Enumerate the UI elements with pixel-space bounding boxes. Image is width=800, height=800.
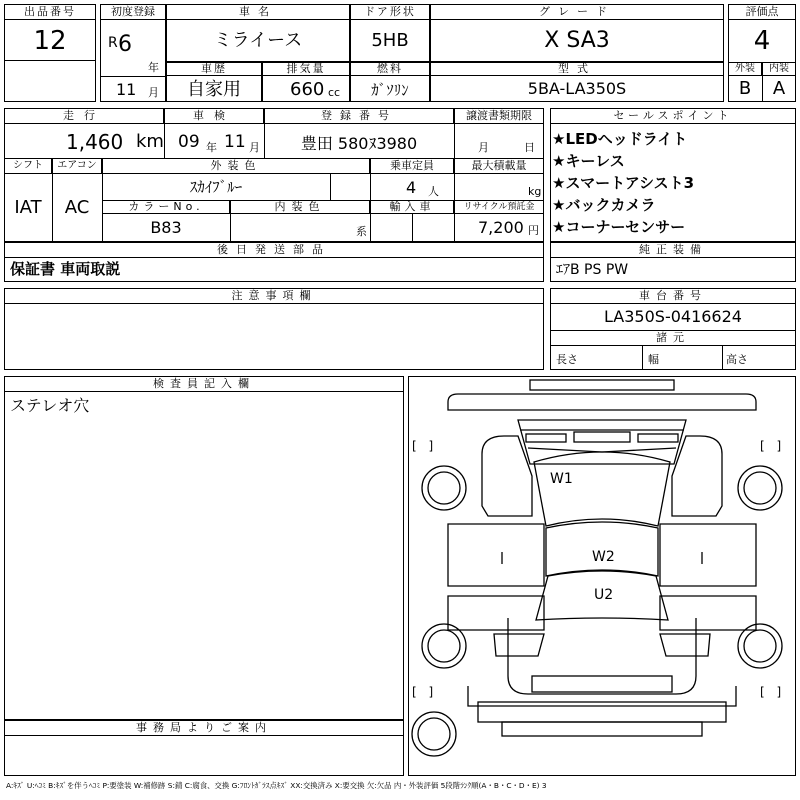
- exterior-color-value: ｽｶｲﾌﾞﾙｰ: [189, 178, 243, 196]
- damage-mark: W2: [592, 549, 615, 565]
- score-interior: A: [772, 78, 786, 99]
- dimensions-length: 長さ: [556, 353, 578, 366]
- fuel-value: ｶﾞｿﾘﾝ: [371, 81, 409, 99]
- transfer-label: 譲渡書類期限: [454, 108, 544, 124]
- door-value: 5HB: [371, 30, 409, 51]
- model-value: 5BA-LA350S: [527, 79, 627, 98]
- sales-point-item: ★キーレス: [552, 152, 625, 170]
- bracket-front-right: [ ]: [760, 439, 782, 453]
- capacity-unit: 人: [428, 185, 439, 198]
- history-value: 自家用: [187, 79, 241, 100]
- sales-point-item: ★LEDヘッドライト: [552, 130, 688, 148]
- office-label: 事務局よりご案内: [4, 720, 404, 736]
- lot-number: 12: [33, 26, 67, 56]
- import-label: 輸入車: [370, 200, 454, 214]
- capacity-label: 乗車定員: [370, 158, 454, 174]
- displacement-unit: cc: [328, 86, 341, 99]
- history-label: 車歴: [166, 62, 262, 76]
- lot-label: 出品番号: [4, 4, 96, 20]
- mileage-value: 1,460: [66, 130, 124, 154]
- later-parts-label: 後日発送部品: [4, 242, 544, 258]
- car-name-value: ミライース: [213, 30, 303, 51]
- grade-label: グレード: [430, 4, 724, 20]
- score-exterior: B: [738, 78, 752, 99]
- max-load-unit: kg: [528, 185, 542, 198]
- score-label: 評価点: [728, 4, 796, 20]
- score-value: 4: [753, 26, 771, 56]
- chassis-value: LA350S-0416624: [604, 307, 742, 326]
- model-label: 型式: [430, 62, 724, 76]
- later-parts-value: 保証書 車両取説: [10, 260, 121, 278]
- car-name-label: 車名: [166, 4, 350, 20]
- damage-mark: U2: [594, 587, 614, 603]
- transfer-month-unit: 月: [478, 141, 489, 154]
- inspector-label: 検査員記入欄: [4, 376, 404, 392]
- fuel-label: 燃料: [350, 62, 430, 76]
- inspector-box: [4, 376, 404, 720]
- shift-value: IAT: [14, 197, 42, 218]
- aircon-value: AC: [64, 197, 90, 218]
- first-reg-year: 6: [118, 32, 132, 57]
- first-reg-month-unit: 月: [148, 86, 159, 99]
- dimensions-label: 諸元: [550, 330, 796, 346]
- grade-value: X SA3: [544, 28, 610, 53]
- recycle-unit: 円: [528, 224, 539, 237]
- notes-label: 注意事項欄: [4, 288, 544, 304]
- inspection-label: 車検: [164, 108, 264, 124]
- displacement-value: 660: [290, 79, 325, 100]
- first-reg-year-unit: 年: [148, 61, 159, 74]
- mileage-unit: km: [136, 131, 164, 152]
- chassis-label: 車台番号: [550, 288, 796, 304]
- first-reg-month: 11: [116, 80, 137, 99]
- sales-points-list: [552, 128, 792, 238]
- capacity-value: 4: [406, 178, 417, 197]
- score-interior-label: 内装: [762, 62, 796, 76]
- registration-label: 登録番号: [264, 108, 454, 124]
- color-no-value: B83: [150, 218, 182, 237]
- inspection-year: 09: [178, 132, 200, 152]
- exterior-color-label: 外装色: [102, 158, 370, 174]
- sales-point-item: ★コーナーセンサー: [552, 218, 686, 236]
- bracket-rear-left: [ ]: [412, 685, 434, 699]
- equipment-value: ｴｱB PS PW: [556, 262, 629, 278]
- sales-point-item: ★スマートアシスト3: [552, 174, 695, 192]
- mileage-label: 走行: [4, 108, 164, 124]
- dimensions-width: 幅: [648, 353, 659, 366]
- sales-point-item: ★バックカメラ: [552, 196, 656, 214]
- info-block: [4, 108, 544, 242]
- car-body-outline: [408, 376, 796, 776]
- damage-mark: W1: [550, 471, 573, 487]
- first-reg-era: R: [108, 35, 118, 51]
- interior-color-label: 内装色: [230, 200, 370, 214]
- inspection-year-unit: 年: [206, 141, 217, 154]
- recycle-label: リサイクル預託金: [454, 200, 544, 214]
- inspector-text: ステレオ穴: [10, 396, 90, 415]
- transfer-day-unit: 日: [524, 141, 535, 154]
- shift-label: シフト: [4, 158, 52, 174]
- displacement-label: 排気量: [262, 62, 350, 76]
- registration-value: 豊田 580ﾇ3980: [300, 134, 418, 153]
- door-label: ドア形状: [350, 4, 430, 20]
- interior-color-unit: 系: [356, 225, 367, 238]
- bracket-rear-right: [ ]: [760, 685, 782, 699]
- color-no-label: カラーNo.: [102, 200, 230, 214]
- inspection-month: 11: [224, 132, 246, 152]
- aircon-label: エアコン: [52, 158, 102, 174]
- equipment-label: 純正装備: [550, 242, 796, 258]
- score-exterior-label: 外装: [728, 62, 762, 76]
- max-load-label: 最大積載量: [454, 158, 544, 174]
- recycle-value: 7,200: [478, 218, 524, 237]
- first-reg-label: 初度登録: [100, 4, 166, 20]
- dimensions-height: 高さ: [726, 353, 748, 366]
- sales-points-label: セールスポイント: [550, 108, 796, 124]
- bracket-front-left: [ ]: [412, 439, 434, 453]
- inspection-month-unit: 月: [249, 141, 260, 154]
- legend-text: A:ｷｽﾞ U:ﾍｺﾐ B:ｷｽﾞを伴うﾍｺﾐ P:要塗装 W:補修跡 S:錆 C:腐食、交換 G:ﾌﾛﾝﾄｶﾞﾗｽ点ｷｽﾞ XX:交換済み X:要交換 欠:欠品 内・外装評価 5段階ﾗﾝｸ順(A・B・C・D・E) 3: [6, 781, 547, 790]
